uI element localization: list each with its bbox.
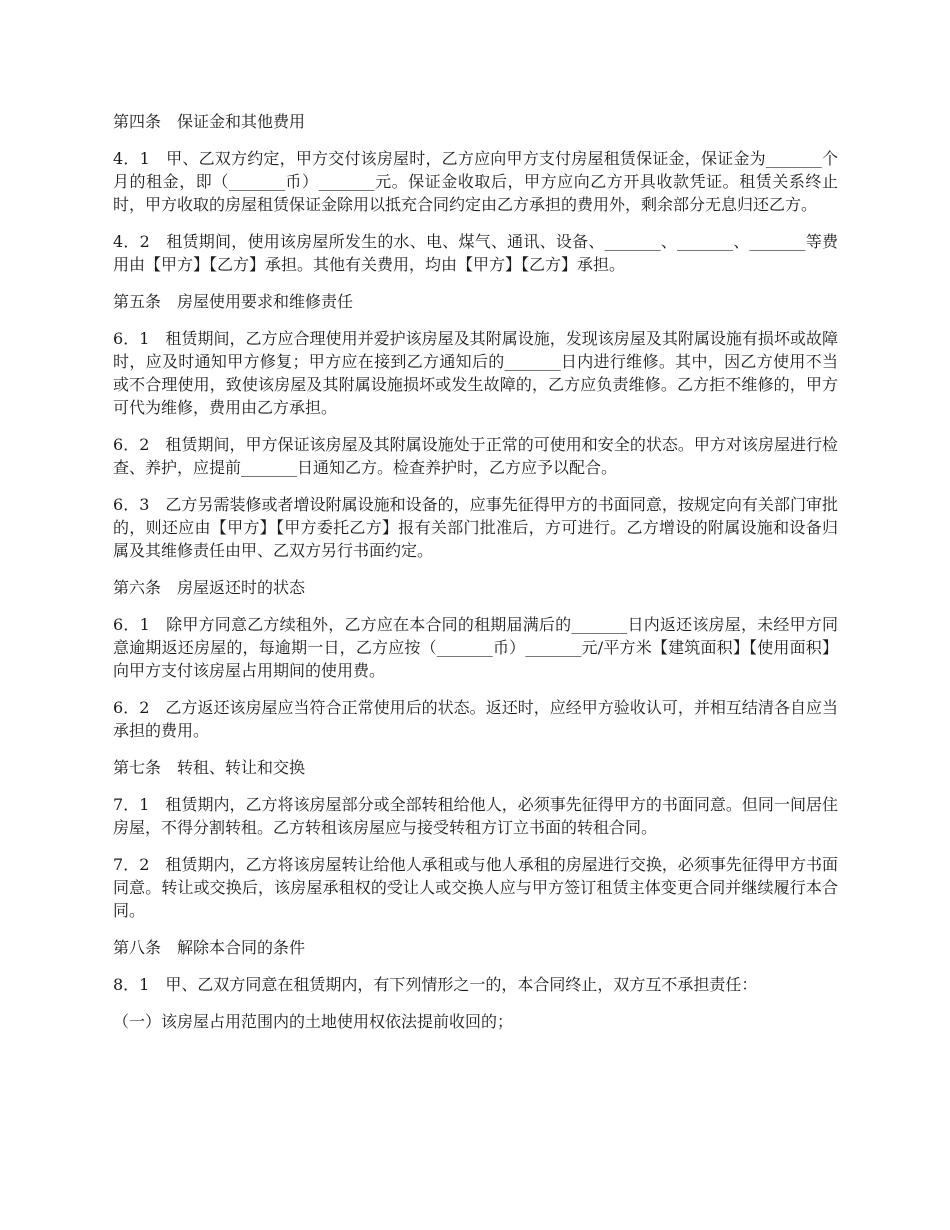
clause-6-1: 6．1 除甲方同意乙方续租外，乙方应在本合同的租期届满后的_______日内返还该房屋，未经甲方同意逾期返还房屋的，每逾期一日，乙方应按（_______币）_______元/平方米【建筑面积】【使用面积】向甲方支付该房屋占用期间的使用费。: [113, 615, 838, 680]
article-4-heading: 第四条 保证金和其他费用: [113, 112, 306, 131]
clause-5-6-1: 6．1 租赁期间，乙方应合理使用并爱护该房屋及其附属设施，发现该房屋及其附属设施有损坏或故障时，应及时通知甲方修复；甲方应在接到乙方通知后的_______日内进行维修。其中，因乙方使用不当或不合理使用，致使该房屋及其附属设施损坏或发生故障的，乙方应负责维修。乙方拒不维修的，甲方可代为维修，费用由乙方承担。: [113, 329, 838, 417]
clause-4-1: 4．1 甲、乙双方约定，甲方交付该房屋时，乙方应向甲方支付房屋租赁保证金，保证金为_______个月的租金，即（_______币）_______元。保证金收取后，甲方应向乙方开具收款凭证。租赁关系终止时，甲方收取的房屋租赁保证金除用以抵充合同约定由乙方承担的费用外，剩余部分无息归还乙方。: [113, 149, 838, 214]
clause-4-2: 4．2 租赁期间，使用该房屋所发生的水、电、煤气、通讯、设备、_______、_______、_______等费用由【甲方】【乙方】承担。其他有关费用，均由【甲方】【乙方】承担。: [113, 232, 838, 274]
clause-5-6-3: 6．3 乙方另需装修或者增设附属设施和设备的，应事先征得甲方的书面同意，按规定向有关部门审批的，则还应由【甲方】【甲方委托乙方】报有关部门批准后，方可进行。乙方增设的附属设施和设备归属及其维修责任由甲、乙双方另行书面约定。: [113, 495, 838, 560]
clause-8-1-item-1: （一）该房屋占用范围内的土地使用权依法提前收回的；: [113, 1012, 514, 1031]
article-8-heading: 第八条 解除本合同的条件: [113, 938, 306, 957]
article-7-heading: 第七条 转租、转让和交换: [113, 758, 306, 777]
clause-7-2: 7．2 租赁期内，乙方将该房屋转让给他人承租或与他人承租的房屋进行交换，必须事先征得甲方书面同意。转让或交换后，该房屋承租权的受让人或交换人应与甲方签订租赁主体变更合同并继续履行本合同。: [113, 855, 838, 920]
article-6-heading: 第六条 房屋返还时的状态: [113, 578, 306, 597]
clause-7-1: 7．1 租赁期内，乙方将该房屋部分或全部转租给他人，必须事先征得甲方的书面同意。但同一间居住房屋，不得分割转租。乙方转租该房屋应与接受转租方订立书面的转租合同。: [113, 795, 838, 837]
clause-5-6-2: 6．2 租赁期间，甲方保证该房屋及其附属设施处于正常的可使用和安全的状态。甲方对该房屋进行检查、养护，应提前_______日通知乙方。检查养护时，乙方应予以配合。: [113, 435, 838, 477]
clause-8-1: 8．1 甲、乙双方同意在租赁期内，有下列情形之一的，本合同终止，双方互不承担责任：: [113, 975, 758, 994]
document-page: [113, 110, 838, 1033]
clause-6-2: 6．2 乙方返还该房屋应当符合正常使用后的状态。返还时，应经甲方验收认可，并相互结清各自应当承担的费用。: [113, 698, 838, 740]
article-5-heading: 第五条 房屋使用要求和维修责任: [113, 292, 354, 311]
